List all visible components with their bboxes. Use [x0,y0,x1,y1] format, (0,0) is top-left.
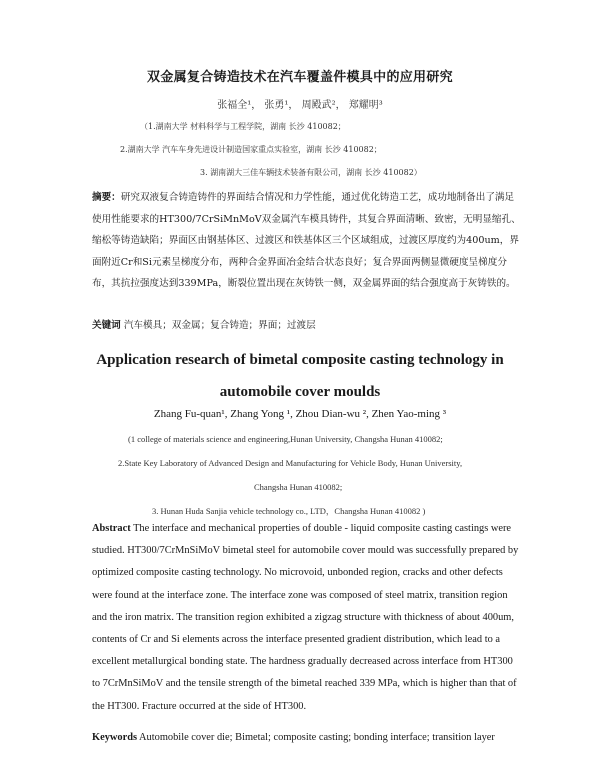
english-affiliation-2-cont: Changsha Hunan 410082; [254,482,343,492]
english-affiliation-1: (1 college of materials science and engineering,Hunan University, Changsha Hunan 410082; [128,434,443,444]
english-authors: Zhang Fu-quan¹, Zhang Yong ¹, Zhou Dian-wu ², Zhen Yao-ming ³ [153,408,447,420]
chinese-affiliation-3: 3. 湖南湖大三佳车辆技术装备有限公司，湖南 长沙 410082） [200,168,422,177]
english-keywords [92,732,495,743]
english-keywords-text: Automobile cover die; Bimetal; composite casting; bonding interface; transition layer [137,732,495,743]
chinese-keywords-text: 汽车模具；双金属；复合铸造；界面；过渡层 [120,320,316,331]
chinese-authors: 张福全¹， 张勇¹， 周殿武²， 郑耀明³ [217,100,383,111]
english-abstract [92,518,522,718]
english-affiliation-2: 2.State Key Laboratory of Advanced Design and Manufacturing for Vehicle Body, Hunan University, [118,458,463,468]
chinese-affiliation-1: （1.湖南大学 材料科学与工程学院，湖南 长沙 410082； [140,122,346,131]
english-abstract-text: The interface and mechanical properties of double - liquid composite casting castings were studied. HT300/7CrMnSiMoV bimetal steel for automobile cover mould was successfully prepared by optimized composite casting technology. No microvoid, unbonded region, cracks and other defects were found at the interface zone. The interface zone was composed of steel matrix, transition region and the iron matrix. The transition region exhibited a zigzag structure with thickness of about 400um, contents of Cr and Si elements across the interface presented gradient distribution, which lead to a excellent metallurgical bonding state. The hardness gradually decreased across interface from HT300 to 7CrMnSiMoV and the tensile strength of the bimetal reached 339 MPa, which is higher than that of the HT300. Fracture occurred at the side of HT300. [92,523,519,712]
english-keywords-label: Keywords [92,732,138,743]
chinese-abstract-text: 研究双液复合铸造铸件的界面结合情况和力学性能，通过优化铸造工艺，成功地制备出了满足使用性能要求的HT300/7CrSiMnMoV双金属汽车模具铸件，其复合界面清晰、致密，无明显缩孔、缩松等铸造缺陷；界面区由钢基体区、过渡区和铁基体区三个区域组成，过渡区厚度约为400um，界面附近Cr和Si元素呈梯度分布，两种合金界面冶金结合状态良好；复合界面两侧显微硬度呈梯度分布，其抗拉强度达到339MPa，断裂位置出现在灰铸铁一侧，双金属界面的结合强度高于灰铸铁的。 [92,192,521,290]
english-title-line-1: Application research of bimetal composite casting technology in [96,352,504,368]
english-title-line-2: automobile cover moulds [219,384,381,400]
english-abstract-label: Abstract [92,523,131,534]
chinese-affiliation-2: 2.湖南大学 汽车车身先进设计制造国家重点实验室，湖南 长沙 410082； [120,145,382,154]
english-affiliation-3: 3. Hunan Huda Sanjia vehicle technology co., LTD，Changsha Hunan 410082 ) [152,506,426,516]
chinese-abstract-label: 摘要： [92,192,121,203]
chinese-keywords-label: 关键词 [92,320,121,331]
chinese-title: 双金属复合铸造技术在汽车覆盖件模具中的应用研究 [147,70,453,85]
chinese-abstract [92,187,522,295]
chinese-keywords [92,317,316,331]
